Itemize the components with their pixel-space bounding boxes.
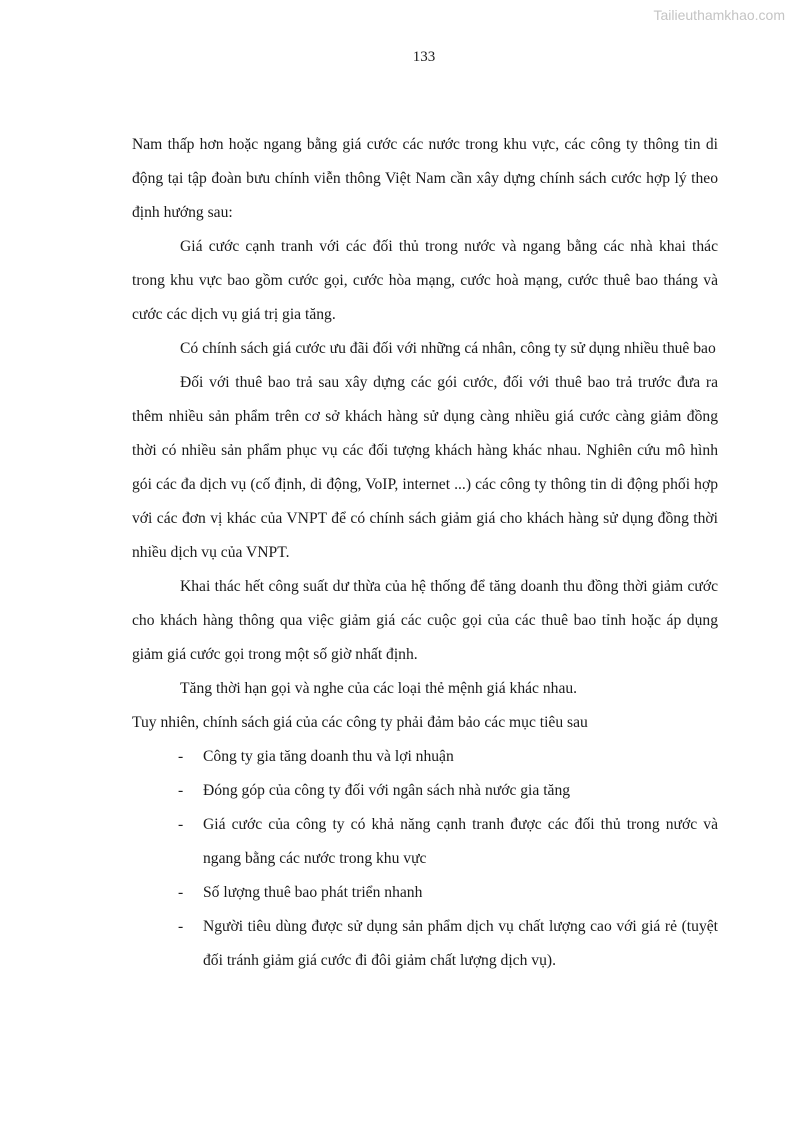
dash-marker: - xyxy=(178,918,184,935)
paragraph-3: Có chính sách giá cước ưu đãi đối với những cá nhân, công ty sử dụng nhiều thuê bao xyxy=(180,340,716,357)
document-body xyxy=(132,128,718,978)
paragraph-6: Tăng thời hạn gọi và nghe của các loại thẻ mệnh giá khác nhau. xyxy=(180,680,578,697)
dash-marker: - xyxy=(178,748,184,765)
list-item-text: Giá cước của công ty có khả năng cạnh tranh được các đối thủ trong nước và ngang bằng các nước trong khu vực xyxy=(203,816,718,867)
paragraph-7: Tuy nhiên, chính sách giá của các công ty phải đảm bảo các mục tiêu sau xyxy=(132,714,588,731)
list-item xyxy=(132,876,718,910)
paragraph-2: Giá cước cạnh tranh với các đối thủ trong nước và ngang bằng các nhà khai thác trong khu vực bao gồm cước gọi, cước hòa mạng, cước hoà mạng, cước thuê bao tháng và cước các dịch vụ giá trị gia tăng. xyxy=(132,238,718,323)
list-item-text: Công ty gia tăng doanh thu và lợi nhuận xyxy=(203,748,454,765)
paragraph-4: Đối với thuê bao trả sau xây dựng các gói cước, đối với thuê bao trả trước đưa ra thêm nhiều sản phẩm trên cơ sở khách hàng sử dụng càng nhiều giá cước càng giảm đồng thời có nhiều sản phẩm phục vụ các đối tượng khách hàng khác nhau. Nghiên cứu mô hình gói các đa dịch vụ (cố định, di động, VoIP, internet ...) các công ty thông tin di động phối hợp với các đơn vị khác của VNPT để có chính sách giảm giá cho khách hàng sử dụng đồng thời nhiều dịch vụ của VNPT. xyxy=(132,374,718,561)
dash-marker: - xyxy=(178,884,184,901)
list-item xyxy=(132,774,718,808)
watermark: Tailieuthamkhao.com xyxy=(653,7,785,23)
list-item-text: Đóng góp của công ty đối với ngân sách nhà nước gia tăng xyxy=(203,782,571,799)
list-item xyxy=(132,808,718,876)
list-item-text: Số lượng thuê bao phát triển nhanh xyxy=(203,884,423,901)
page-number: 133 xyxy=(412,49,436,65)
paragraph-1: Nam thấp hơn hoặc ngang bằng giá cước các nước trong khu vực, các công ty thông tin di động tại tập đoàn bưu chính viễn thông Việt Nam cần xây dựng chính sách cước hợp lý theo định hướng sau: xyxy=(132,136,718,221)
dash-marker: - xyxy=(178,782,184,799)
list-item-text: Người tiêu dùng được sử dụng sản phẩm dịch vụ chất lượng cao với giá rẻ (tuyệt đối tránh giảm giá cước đi đôi giảm chất lượng dịch vụ). xyxy=(203,918,718,969)
dash-marker: - xyxy=(178,816,184,833)
objectives-list xyxy=(132,740,718,978)
list-item xyxy=(132,910,718,978)
paragraph-5: Khai thác hết công suất dư thừa của hệ thống để tăng doanh thu đồng thời giảm cước cho khách hàng thông qua việc giảm giá các cuộc gọi của các thuê bao tỉnh hoặc áp dụng giảm giá cước gọi trong một số giờ nhất định. xyxy=(132,578,718,663)
list-item xyxy=(132,740,718,774)
